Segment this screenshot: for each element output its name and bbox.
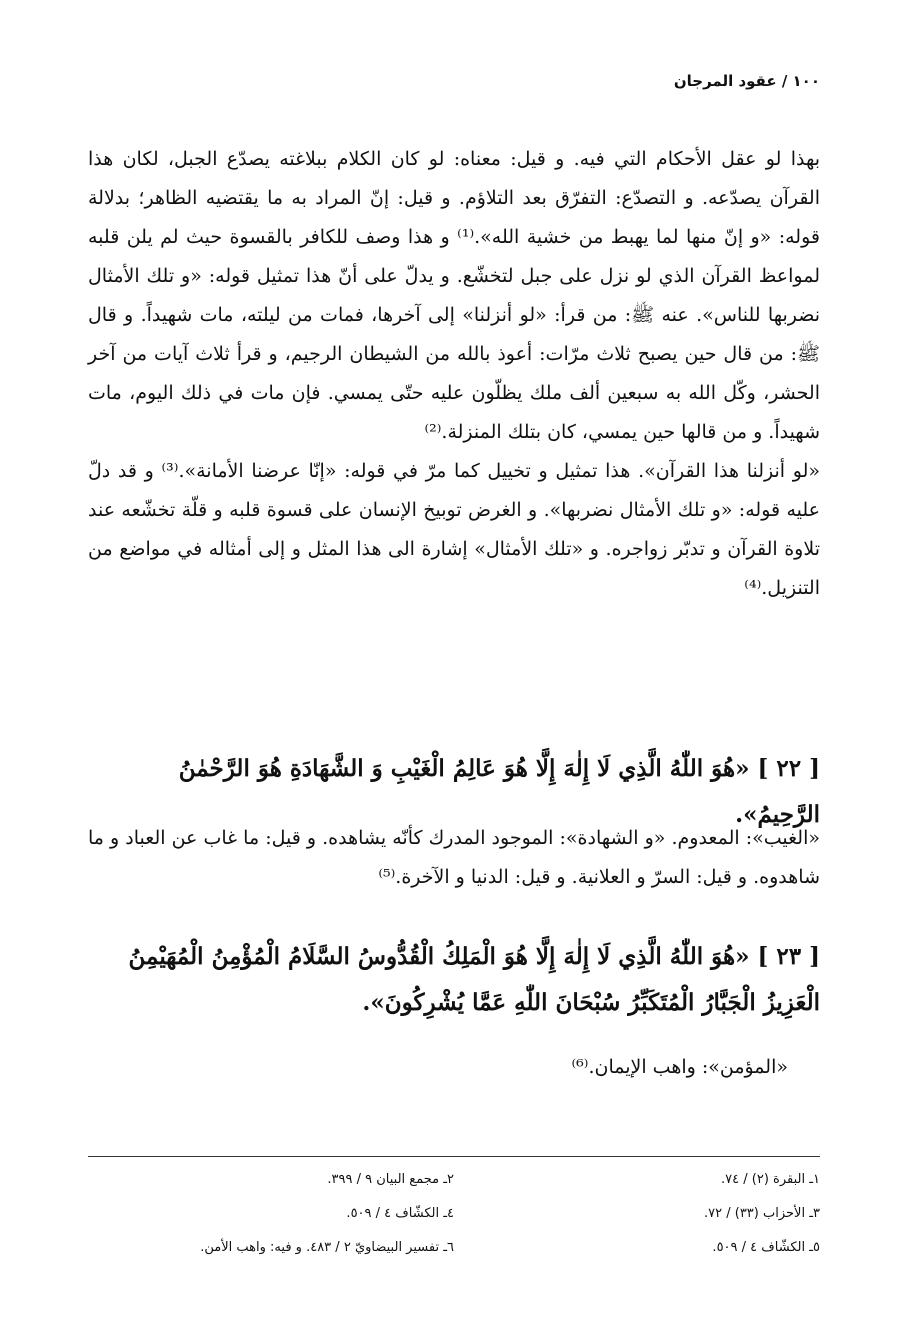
footnote-4: ٤ـ الكشّاف ٤ / ٥٠٩.	[346, 1206, 454, 1221]
verse-23: [ ٢٣ ] «هُوَ اللّٰهُ الَّذِي لَا إِلٰهَ إِلَّا هُوَ الْمَلِكُ الْقُدُّوسُ السَّلَامُ الْمُؤْمِنُ الْمُهَيْمِنُ الْعَزِيزُ الْجَبَّارُ الْمُتَكَبِّرُ سُبْحَانَ اللّٰهِ عَمَّا يُشْرِكُونَ».	[128, 943, 820, 1016]
footnote-3: ٣ـ الأحزاب (٣٣) / ٧٢.	[703, 1206, 820, 1221]
commentary-text: «المؤمن»: واهب الإيمان.⁽⁶⁾	[571, 1056, 788, 1078]
verse-22: [ ٢٢ ] «هُوَ اللّٰهُ الَّذِي لَا إِلٰهَ إِلَّا هُوَ عَالِمُ الْغَيْبِ وَ الشَّهَادَةِ هُوَ الرَّحْمٰنُ الرَّحِيمُ».	[178, 755, 820, 828]
verse-23-commentary	[88, 1048, 788, 1087]
verse-22-commentary	[88, 819, 820, 897]
footnote-1: ١ـ البقرة (٢) / ٧٤.	[721, 1172, 820, 1187]
footnotes	[88, 1172, 820, 1274]
footnote-divider	[88, 1156, 820, 1157]
footnote-row	[88, 1240, 820, 1274]
paragraph-2: «لو أنزلنا هذا القرآن». هذا تمثيل و تخييل كما مرّ في قوله: «إنّا عرضنا الأمانة».⁽³⁾ و قد دلّ عليه قوله: «و تلك الأمثال نضربها». و الغرض توبيخ الإنسان على قسوة قلبه و قلّة تخشّعه عند تلاوة القرآن و تدبّر زواجره. و «تلك الأمثال» إشارة الى هذا المثل و إلى أمثاله في مواضع من التنزيل.⁽⁴⁾	[88, 460, 820, 599]
footnote-5: ٥ـ الكشّاف ٤ / ٥٠٩.	[712, 1240, 820, 1255]
page-header: ١٠٠ / عقود المرجان	[673, 72, 820, 90]
footnote-row	[88, 1172, 820, 1206]
paragraph-1: بهذا لو عقل الأحكام التي فيه. و قيل: معناه: لو كان الكلام ببلاغته يصدّع الجبل، لكان هذا القرآن يصدّعه. و التصدّع: التفرّق بعد التلاؤم. و قيل: إنّ المراد به ما يقتضيه الظاهر؛ بدلالة قوله: «و إنّ منها لما يهبط من خشية الله».⁽¹⁾ و هذا وصف للكافر بالقسوة حيث لم يلن قلبه لمواعظ القرآن الذي لو نزل على جبل لتخشّع. و يدلّ على أنّ هذا تمثيل قوله: «و تلك الأمثال نضربها للناس». عنه ﷺ: من قرأ: «لو أنزلنا» إلى آخرها، فمات من ليلته، مات شهيداً. و قال ﷺ: من قال حين يصبح ثلاث مرّات: أعوذ بالله من الشيطان الرجيم، و قرأ ثلاث آيات من آخر الحشر، وكّل الله به سبعين ألف ملك يظلّون عليه حتّى يمسي. فإن مات في ذلك اليوم، مات شهيداً. و من قالها حين يمسي، كان بتلك المنزلة.⁽²⁾	[88, 148, 820, 443]
footnote-2: ٢ـ مجمع البيان ٩ / ٣٩٩.	[327, 1172, 454, 1187]
footnote-row	[88, 1206, 820, 1240]
commentary-text: «الغيب»: المعدوم. «و الشهادة»: الموجود المدرك كأنّه يشاهده. و قيل: ما غاب عن العباد و ما شاهدوه. و قيل: السرّ و العلانية. و قيل: الدنيا و الآخرة.⁽⁵⁾	[88, 827, 820, 888]
footnote-6: ٦ـ تفسير البيضاويّ ٢ / ٤٨٣. و فيه: واهب الأمن.	[200, 1240, 454, 1255]
commentary-body	[88, 140, 820, 608]
